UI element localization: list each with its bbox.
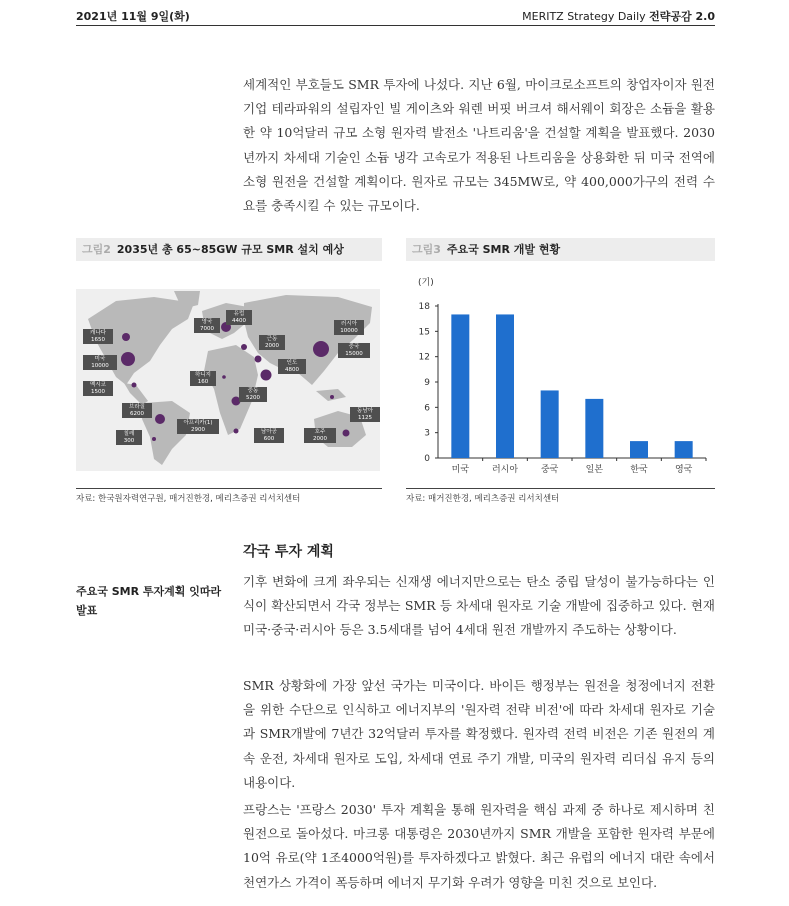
y-tick-label: 0	[424, 454, 430, 464]
map-label-europe: 유럽 4400	[226, 310, 252, 325]
map-label-uk: 영국 7000	[194, 318, 220, 333]
world-map	[76, 289, 380, 471]
map-label-russia: 러시아 10000	[334, 320, 364, 335]
map-label-brazil: 브라질 6200	[122, 403, 152, 418]
bar-2	[541, 390, 559, 458]
map-label-chile: 칠레 300	[116, 430, 142, 445]
figure2-number: 그림2	[82, 243, 111, 256]
map-label-region-160: 하니지 160	[190, 371, 216, 386]
map-label-near-east: 근동 2000	[259, 335, 285, 350]
map-label-usa: 미국 10000	[83, 355, 117, 370]
paragraph-1: 기후 변화에 크게 좌우되는 신재생 에너지만으로는 탄소 중립 달성이 불가능하다는 인식이 확산되면서 각국 정부는 SMR 등 차세대 원자로 기술 개발에 집중하고 있다. 현재 미국·중국·러시아 등은 3.5세대를 넘어 4세대 원전 개발까지 주도하는 상황이다.	[243, 574, 715, 638]
map-label-canada: 캐나다 1650	[83, 329, 113, 344]
paragraph-3: 프랑스는 '프랑스 2030' 투자 계획을 통해 원자력을 핵심 과제 중 하나로 제시하며 친원전으로 돌아섰다. 마크롱 대통령은 2030년까지 SMR 개발을 포함한 원자력 부문에 10억 유로(약 1조4000억원)를 투자하겠다고 밝혔다. 최근 유럽의 에너지 대란 속에서 천연가스 가격이 폭등하며 에너지 무기화 우려가 영향을 미친 것으로 보인다.	[243, 802, 715, 890]
intro-paragraph: 세계적인 부호들도 SMR 투자에 나섰다. 지난 6월, 마이크로소프트의 창업자이자 원전기업 테라파워의 설립자인 빌 게이츠와 워렌 버핏 버크셔 해서웨이 회장은 소듐을 활용한 약 10억달러 규모 소형 원자력 발전소 '나트리움'을 건설할 계획을 발표했다. 2030년까지 차세대 기술인 소듐 냉각 고속로가 적용된 나트리움을 상용화한 뒤 미국 전역에 소형 원전을 건설할 계획이다. 원자로 규모는 345MW로, 약 400,000가구의 전력 수요를 충족시킬 수 있는 규모이다.	[243, 77, 715, 214]
map-label-south-africa: 남아공 600	[254, 428, 284, 443]
y-tick-label: 12	[418, 352, 430, 363]
x-tick-label: 영국	[674, 465, 693, 475]
side-note: 주요국 SMR 투자계획 잇따라 발표	[76, 585, 222, 617]
section-title: 각국 투자 계획	[243, 544, 334, 560]
y-tick-label: 3	[424, 428, 430, 439]
bar-3	[585, 399, 603, 458]
bar-4	[630, 441, 648, 458]
chart-unit-label: (기)	[418, 278, 434, 288]
bar-1	[496, 314, 514, 458]
figure3-title-bar	[406, 238, 715, 261]
figure3-source: 자료: 매거진한경, 메리츠증권 리서치센터	[406, 494, 560, 504]
map-label-australia: 호주 2000	[304, 428, 336, 443]
header-series	[522, 8, 715, 24]
y-tick-label: 9	[424, 378, 430, 388]
header-series-name: MERITZ Strategy Daily	[522, 10, 646, 23]
page-header	[76, 6, 715, 26]
smr-bar-chart	[406, 272, 716, 482]
map-label-mexico: 멕시코 1500	[83, 381, 113, 396]
x-tick-label: 일본	[585, 465, 604, 475]
header-section: 전략공감 2.0	[649, 10, 715, 23]
figure2-source: 자료: 한국원자력연구원, 매거진한경, 메리츠증권 리서치센터	[76, 494, 301, 504]
x-tick-label: 러시아	[491, 465, 519, 475]
header-divider	[76, 25, 715, 26]
x-tick-label: 한국	[630, 465, 648, 475]
map-label-china: 중국 15000	[338, 343, 370, 358]
figure2-title-bar	[76, 238, 382, 261]
x-tick-label: 중국	[540, 465, 559, 475]
figure3-bottom-rule	[406, 488, 715, 489]
y-tick-label: 15	[418, 327, 430, 338]
y-tick-label: 6	[424, 403, 430, 414]
bar-5	[675, 441, 693, 458]
paragraph-2: SMR 상황화에 가장 앞선 국가는 미국이다. 바이든 행정부는 원전을 청정에너지 전환을 위한 수단으로 인식하고 에너지부의 '원자력 전략 비전'에 따라 차세대 원자로 기술과 SMR개발에 7년간 32억달러 투자를 확정했다. 원자력 전력 비전은 기존 원전의 계속 운전, 차세대 원자로 도입, 차세대 연료 주기 개발, 미국의 원자력 리더십 유지 등의 내용이다.	[243, 678, 715, 790]
map-label-southeast-asia: 동남아 1125	[350, 407, 380, 422]
x-tick-label: 미국	[451, 465, 470, 475]
bar-0	[451, 314, 469, 458]
y-tick-label: 18	[418, 302, 430, 312]
map-label-middle-east: 중동 5200	[239, 387, 267, 402]
figure3-number: 그림3	[412, 243, 441, 256]
figure3-title: 주요국 SMR 개발 현황	[446, 243, 561, 256]
figure2-bottom-rule	[76, 488, 382, 489]
figure2-title: 2035년 총 65~85GW 규모 SMR 설치 예상	[116, 243, 344, 256]
map-label-africa: 아프리카(1) 2900	[177, 419, 219, 434]
map-label-india: 인도 4800	[278, 359, 306, 374]
header-date: 2021년 11월 9일(화)	[76, 10, 190, 23]
